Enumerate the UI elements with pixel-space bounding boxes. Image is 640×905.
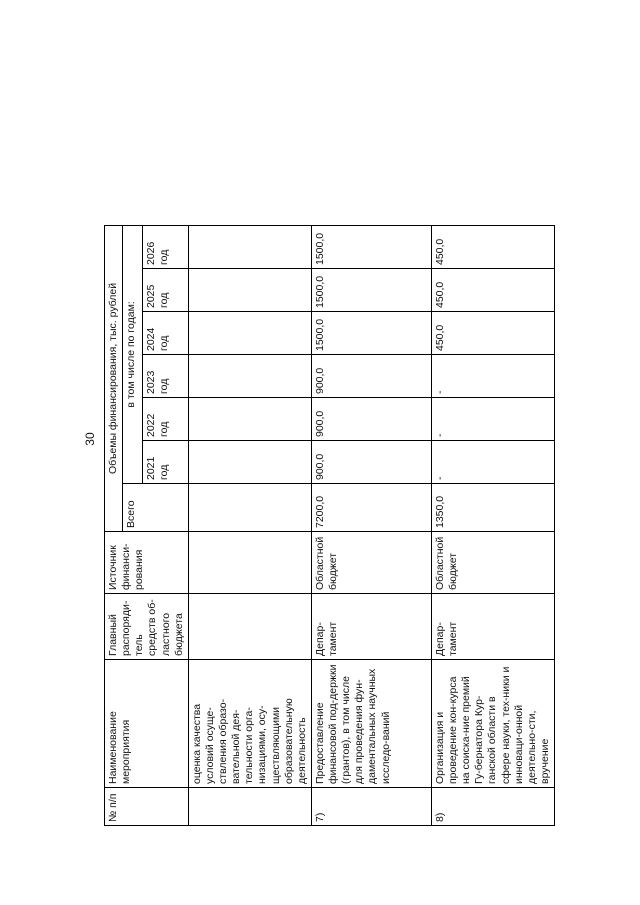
rotated-table-container <box>104 226 551 826</box>
table-row <box>188 225 311 825</box>
table-row <box>311 225 431 825</box>
row-2021: 900,0 <box>311 441 431 484</box>
row-2023 <box>188 355 311 398</box>
row-distributor: Депар-тамент <box>431 594 554 660</box>
row-no: 7) <box>311 788 431 826</box>
header-name: Наименование мероприятия <box>105 660 189 788</box>
header-total: Всего <box>123 484 189 532</box>
row-2026 <box>188 225 311 268</box>
row-2022: 900,0 <box>311 398 431 441</box>
header-source: Источник финанси-рования <box>105 532 189 594</box>
financing-table <box>104 225 555 826</box>
header-year-2022: 2022 год <box>142 398 188 441</box>
page-number: 30 <box>83 432 97 446</box>
row-source: Областной бюджет <box>431 532 554 594</box>
row-2025: 1500,0 <box>311 269 431 312</box>
row-2026: 450,0 <box>431 225 554 268</box>
row-name: Предоставление финансовой под-держки (грантов), в том числе для проведения фун-даментальных научных исследо-ваний <box>311 660 431 788</box>
row-2024 <box>188 312 311 355</box>
row-2022: - <box>431 398 554 441</box>
header-volumes: Объемы финансирования, тыс. рублей <box>105 225 123 531</box>
row-2022 <box>188 398 311 441</box>
row-2025: 450,0 <box>431 269 554 312</box>
header-year-2021: 2021 год <box>142 441 188 484</box>
row-no: 8) <box>431 788 554 826</box>
header-no: № п/п <box>105 788 189 826</box>
row-name: Организация и проведение кон-курса на соиска-ние премий Гу-бернатора Кур-ганской области в сфере науки, тех-ники и инноваци-онной деятельно-сти, вручение <box>431 660 554 788</box>
row-total <box>188 484 311 532</box>
row-2026: 1500,0 <box>311 225 431 268</box>
row-2021 <box>188 441 311 484</box>
header-distributor: Главный распоряди-тель средств об-ластного бюджета <box>105 594 189 660</box>
row-distributor: Депар-тамент <box>311 594 431 660</box>
row-2023: - <box>431 355 554 398</box>
header-year-2026: 2026 год <box>142 225 188 268</box>
header-year-2024: 2024 год <box>142 312 188 355</box>
row-2023: 900,0 <box>311 355 431 398</box>
row-2024: 1500,0 <box>311 312 431 355</box>
row-no <box>188 788 311 826</box>
row-total: 7200,0 <box>311 484 431 532</box>
row-name: оценка качества условий осуще-ствления образо-вательной дея-тельности орга-низациями, осу-ществляющими образовательную деятельность <box>188 660 311 788</box>
row-2021: - <box>431 441 554 484</box>
row-source: Областной бюджет <box>311 532 431 594</box>
row-total: 1350,0 <box>431 484 554 532</box>
header-year-2023: 2023 год <box>142 355 188 398</box>
header-by-years: в том числе по годам: <box>123 225 143 483</box>
row-distributor <box>188 594 311 660</box>
row-2024: 450,0 <box>431 312 554 355</box>
table-row <box>431 225 554 825</box>
header-year-2025: 2025 год <box>142 269 188 312</box>
row-source <box>188 532 311 594</box>
row-2025 <box>188 269 311 312</box>
